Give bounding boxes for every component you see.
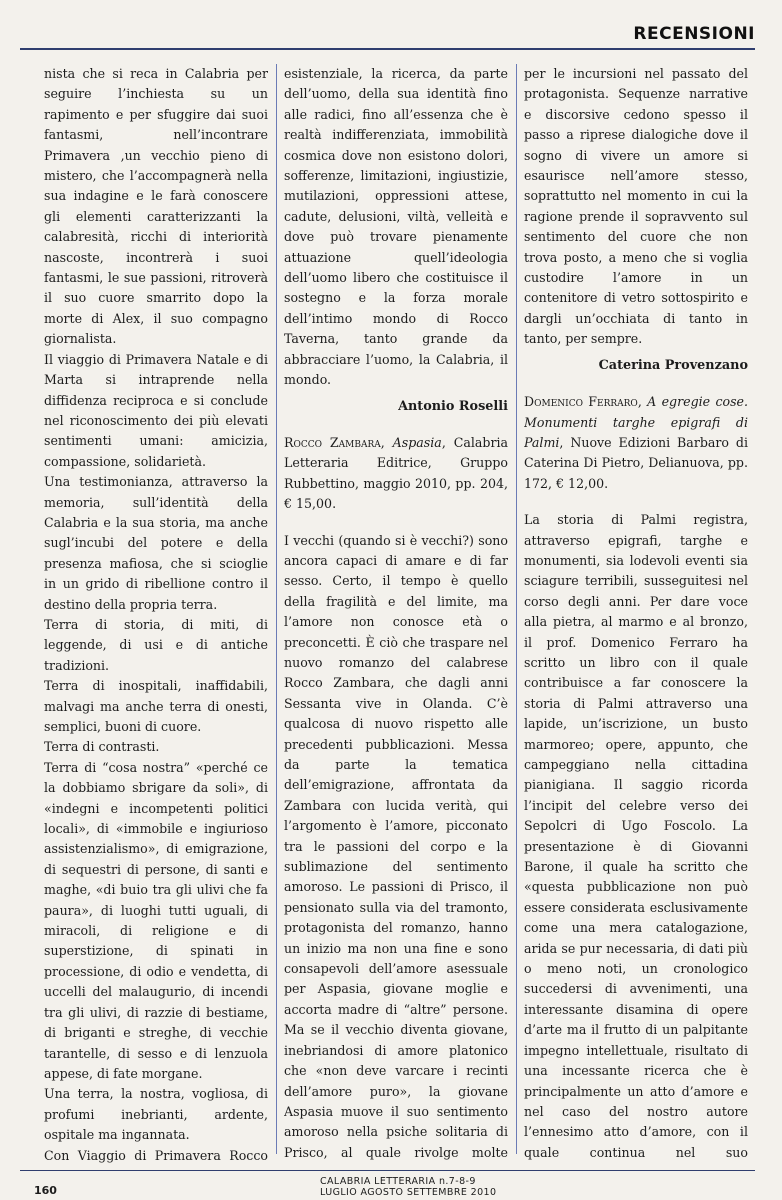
paragraph: Terra di storia, di miti, di leggende, di usi e di antiche tradizioni. <box>44 616 268 673</box>
paragraph: Una terra, la nostra, vogliosa, di profumi inebrianti, ardente, ospitale ma ingannata. <box>44 1086 268 1143</box>
paragraph: nista che si reca in Calabria per seguire l’inchiesta su un rapimento e per sfuggire dai suoi fantasmi, nell’incontrare Primavera ,un vecchio pieno di mistero, che l’accompagnerà nella sua indagine e le farà conoscere gli elementi caratterizzanti la calabresità, ricchi di interiorità nascoste, incontrerà i suoi fantasmi, le sue passioni, ritroverà il suo cuore smarrito dopo la morte di Alex, il suo compagno giornalista. <box>44 66 268 347</box>
page-number: 160 <box>34 1184 57 1197</box>
paragraph: per le incursioni nel passato del protagonista. Sequenze narrative e discorsive cedono spesso il passo a riprese dialogiche dove il sogno di vivere un amore si esaurisce nell’amore stesso, soprattutto nel momento in cui la ragione prende il sopravvento sul sentimento del cuore che non trova posto, a meno che si voglia custodire l’amore in un contenitore di vetro sottospirito e dargli un’occhiata di tanto in tanto, per sempre. <box>524 66 748 347</box>
header-rule <box>20 48 755 50</box>
review-signature: Caterina Provenzano <box>598 357 748 373</box>
paragraph: esistenziale, la ricerca, da parte dell’uomo, della sua identità fino alle radici, fino all’essenza che è realtà indifferenziata, immobilità cosmica dove non esistono dolori, sofferenze, limitazioni, ingiustizie, mutilazioni, oppressioni attese, cadute, delusioni, viltà, velleità e dove può trovare pienamente attuazione quell’ideologia dell’uomo libero che costituisce il sostegno e la forza morale dell’intimo mondo di Rocco Taverna, tanto grande da abbracciare l’uomo, la Calabria, il mondo. <box>284 66 508 388</box>
ref-author: Domenico Ferraro <box>524 394 638 410</box>
paragraph: Terra di contrasti. <box>44 739 160 755</box>
review-signature: Antonio Roselli <box>398 398 508 414</box>
paragraph: La storia di Palmi registra, attraverso epigrafi, targhe e monumenti, sia lodevoli eventi sia sciagure terribili, susseguitesi nel corso degli anni. Per dare voce alla pietra, al marmo e al bronzo, il prof. Domenico Ferraro ha scritto un libro con il quale contribuisce a far conoscere la storia di Palmi attraverso una lapide, un’iscrizione, un busto marmoreo; opere, appunto, che campeggiano nella cittadina pianigiana. Il saggio ricorda l’incipit del celebre verso dei Sepolcri di Ugo Foscolo. La presentazione è di Giovanni Barone, il quale ha scritto che «questa pubblicazione non può essere considerata esclusivamente come una mera catalogazione, arida se pur necessaria, di dati più o meno noti, un cronologico succedersi di avvenimenti, una interessante disamina di opere d’arte ma il frutto di un palpitante impegno intellettuale, risultato di una incessante ricerca che è principalmente un atto d’amore e nel caso del nostro autore l’ennesimo atto d’amore, con il quale continua nel suo <box>524 512 748 1160</box>
journal-name: CALABRIA LETTERARIA n.7-8-9 <box>320 1176 476 1187</box>
ref-title: Aspasia <box>392 434 442 450</box>
journal-info <box>320 1176 496 1198</box>
paragraph: Una testimonianza, attraverso la memoria, sull’identità della Calabria e la sua storia, ma anche sugl’incubi del potere e della presenza mafiosa, che si scioglie in un grido di ribellione contro il destino della propria terra. <box>44 474 268 612</box>
footer-rule <box>20 1170 755 1171</box>
book-reference: Rocco Zambara, Aspasia, Calabria Letteraria Editrice, Gruppo Rubbettino, maggio 2010, pp. 204, € 15,00. <box>284 434 508 512</box>
column-divider <box>276 64 277 1154</box>
column-1 <box>44 64 268 1164</box>
paragraph: Terra di “cosa nostra” «perché ce la dobbiamo sbrigare da soli», di «indegni e incompetenti politici locali», di «immobile e ingiurioso assistenzialismo», di emigrazione, di sequestri di persone, di santi e maghe, «di buio tra gli ulivi che fa paura», di luoghi tutti uguali, di miracoli, di religione e di superstizione, di spinati in processione, di odio e vendetta, di uccelli del malaugurio, di incendi tra gli ulivi, di razzie di bestiame, di briganti e streghe, di vecchie tarantelle, di sesso e di lenzuola appese, di fate morgane. <box>44 759 268 1081</box>
ref-details: , Nuove Edizioni Barbaro di Caterina Di Pietro, Delianuova, pp. 172, € 12,00. <box>524 434 748 491</box>
page-header <box>20 22 755 50</box>
column-3 <box>524 64 748 1164</box>
column-2 <box>284 64 508 1164</box>
page-footer <box>20 1170 755 1200</box>
paragraph: Il viaggio di Primavera Natale e di Marta si intraprende nella diffidenza reciproca e si conclude nel riconoscimento dei più elevati sentimenti umani: amicizia, compassione, solidarietà. <box>44 351 268 469</box>
journal-date: LUGLIO AGOSTO SETTEMBRE 2010 <box>320 1187 497 1198</box>
section-title: RECENSIONI <box>633 24 755 44</box>
book-reference: Domenico Ferraro, A egregie cose. Monumenti targhe epigrafi di Palmi, Nuove Edizioni Barbaro di Caterina Di Pietro, Delianuova, pp. 172, € 12,00. <box>524 394 748 491</box>
column-divider <box>516 64 517 1154</box>
ref-author: Rocco Zambara <box>284 434 381 450</box>
ref-details: , Calabria Letteraria Editrice, Gruppo Rubbettino, maggio 2010, pp. 204, € 15,00. <box>284 434 508 512</box>
paragraph: I vecchi (quando si è vecchi?) sono ancora capaci di amare e di far sesso. Certo, il tempo è quello della fragilità e del limite, ma l’amore non conosce età o preconcetti. È ciò che traspare nel nuovo romanzo del calabrese Rocco Zambara, che dagli anni Sessanta vive in Olanda. C’è qualcosa di nuovo rispetto alle precedenti pubblicazioni. Messa da parte la tematica dell’emigrazione, affrontata da Zambara con lucida verità, qui l’argomento è l’amore, picconato tra le passioni del corpo e la sublimazione del sentimento amoroso. Le passioni di Prisco, il pensionato sulla via del tramonto, protagonista del romanzo, hanno un inizio ma non una fine e sono consapevoli dell’amore asessuale per Aspasia, giovane moglie e accorta madre di “altre” persone. Ma se il vecchio diventa giovane, inebriandosi di amore platonico che «non deve varcare i recinti dell’amore puro», la giovane Aspasia muove il suo sentimento amoroso nella psiche solitaria di Prisco, al quale rivolge molte <box>284 532 508 1160</box>
paragraph: Terra di inospitali, inaffidabili, malvagi ma anche terra di onesti, semplici, buoni di cuore. <box>44 678 268 734</box>
paragraph: Con Viaggio di Primavera Rocco <box>44 1147 268 1163</box>
ref-title: A egregie cose. Monumenti targhe epigrafi di Palmi <box>524 394 748 450</box>
